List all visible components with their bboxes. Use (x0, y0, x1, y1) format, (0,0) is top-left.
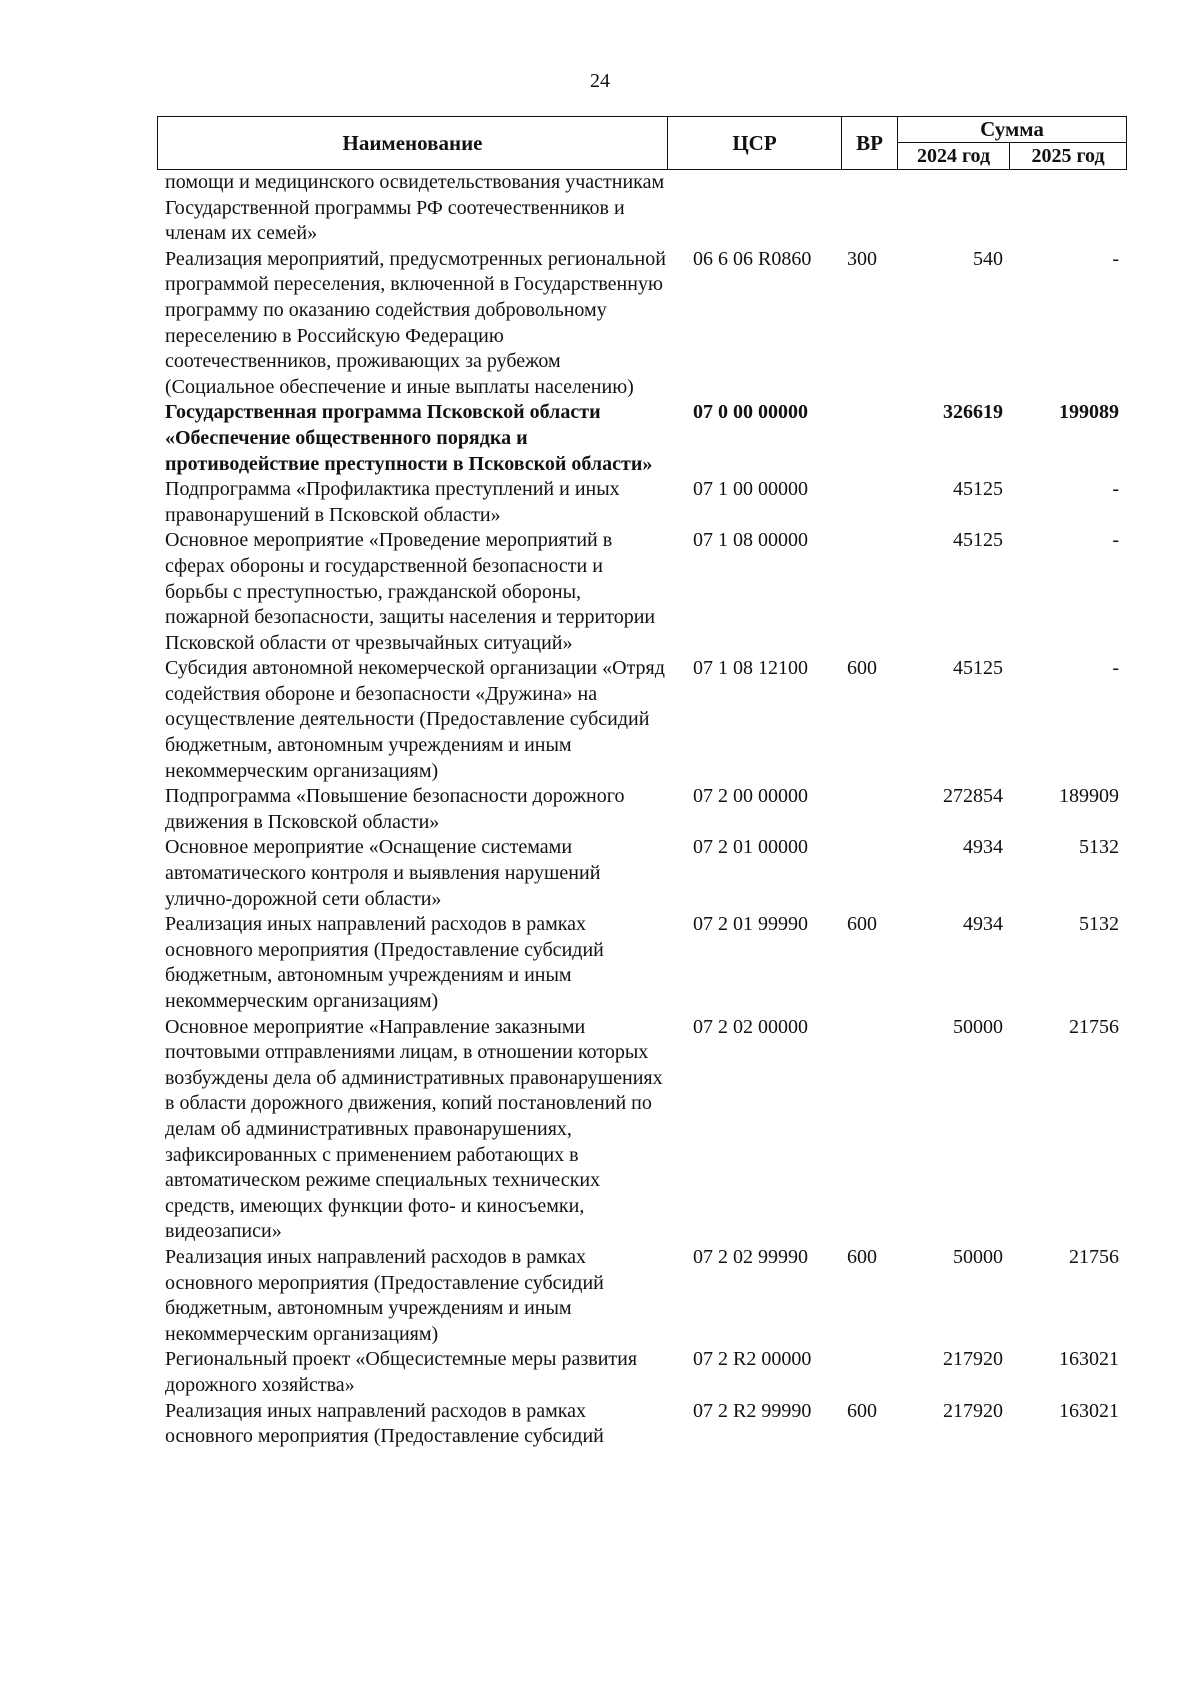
row-name: Основное мероприятие «Оснащение системами автоматического контроля и выявления нарушений улично-дорожной сети области» (165, 836, 601, 910)
row-sum-2025: - (1112, 657, 1119, 680)
row-sum-2024: 4934 (963, 836, 1003, 859)
table-row (157, 656, 1127, 784)
row-sum-2024: 272854 (943, 785, 1003, 808)
row-sum-2024: 326619 (943, 401, 1003, 424)
header-year-2025: 2025 год (1031, 144, 1105, 167)
row-csr: 07 2 R2 00000 (693, 1348, 812, 1371)
row-name: Государственная программа Псковской области «Обеспечение общественного порядка и противодействие преступности в Псковской области» (165, 401, 653, 475)
table-row (157, 247, 1127, 401)
table-row-program (157, 400, 1127, 477)
row-name: Подпрограмма «Повышение безопасности дорожного движения в Псковской области» (165, 785, 625, 833)
row-csr: 07 2 01 00000 (693, 836, 808, 859)
row-sum-2025: 163021 (1059, 1399, 1119, 1422)
row-vr: 600 (847, 657, 877, 680)
row-vr: 300 (847, 247, 877, 270)
row-sum-2024: 4934 (963, 913, 1003, 936)
row-csr: 07 1 08 12100 (693, 657, 808, 680)
row-sum-2025: 163021 (1059, 1348, 1119, 1371)
row-name: Подпрограмма «Профилактика преступлений и иных правонарушений в Псковской области» (165, 478, 620, 526)
table-row (157, 784, 1127, 835)
row-name: Реализация иных направлений расходов в рамках основного мероприятия (Предоставление субсидий (165, 1399, 604, 1448)
row-sum-2025: 21756 (1069, 1015, 1119, 1038)
table-row (157, 1015, 1127, 1245)
table-row (157, 835, 1127, 912)
row-csr: 07 2 R2 99990 (693, 1399, 812, 1422)
row-vr: 600 (847, 1399, 877, 1422)
row-sum-2024: 50000 (953, 1245, 1003, 1268)
row-csr: 07 1 08 00000 (693, 529, 808, 552)
row-csr: 07 2 00 00000 (693, 785, 808, 808)
row-sum-2024: 50000 (953, 1015, 1003, 1038)
row-csr: 07 2 02 00000 (693, 1015, 808, 1038)
row-sum-2024: 540 (973, 247, 1003, 270)
table-header (157, 116, 1127, 170)
row-sum-2025: 5132 (1079, 836, 1119, 859)
table-row (157, 912, 1127, 1014)
row-sum-2025: 199089 (1059, 401, 1119, 424)
table-row (157, 1399, 1127, 1450)
page-number: 24 (590, 70, 610, 92)
table-row (157, 170, 1127, 247)
row-name: Основное мероприятие «Проведение мероприятий в сферах обороны и государственной безопасности и борьбы с преступностью, гражданской обороны, пожарной безопасности, защиты населения и территории Псковской области от чрезвычайных ситуаций» (165, 529, 656, 654)
row-sum-2025: 189909 (1059, 785, 1119, 808)
row-sum-2024: 45125 (953, 657, 1003, 680)
row-vr (841, 1347, 897, 1398)
row-csr: 07 2 01 99990 (693, 913, 808, 936)
row-vr: 600 (847, 1245, 877, 1268)
row-sum-2024: 45125 (953, 478, 1003, 501)
header-year-2024: 2024 год (898, 143, 1010, 169)
budget-table (157, 116, 1127, 1450)
table-row (157, 1347, 1127, 1398)
row-vr (841, 528, 897, 656)
row-sum-2025: - (1112, 247, 1119, 270)
row-vr (841, 1015, 897, 1245)
row-csr: 06 6 06 R0860 (693, 247, 812, 270)
row-sum-2024: 217920 (943, 1399, 1003, 1422)
table-row (157, 1245, 1127, 1347)
row-sum-2025: 5132 (1079, 913, 1119, 936)
row-sum-2024 (897, 170, 1009, 247)
header-csr: ЦСР (668, 117, 842, 169)
row-csr: 07 2 02 99990 (693, 1245, 808, 1268)
table-body (157, 170, 1127, 1450)
row-name: Региональный проект «Общесистемные меры развития дорожного хозяйства» (165, 1348, 638, 1396)
row-name: Реализация иных направлений расходов в рамках основного мероприятия (Предоставление субсидий бюджетным, автономным учреждениям и иным некоммерческим организациям) (165, 913, 604, 1012)
row-name: помощи и медицинского освидетельствования участникам Государственной программы РФ соотечественников и членам их семей» (165, 171, 665, 245)
row-sum-2025 (1009, 170, 1125, 247)
row-csr: 07 1 00 00000 (693, 478, 808, 501)
row-vr: 600 (847, 913, 877, 936)
row-vr (841, 835, 897, 912)
row-vr (841, 400, 897, 477)
row-sum-2025: - (1112, 529, 1119, 552)
row-vr (841, 784, 897, 835)
row-name: Реализация иных направлений расходов в рамках основного мероприятия (Предоставление субсидий бюджетным, автономным учреждениям и иным некоммерческим организациям) (165, 1245, 604, 1345)
row-csr: 07 0 00 00000 (693, 401, 808, 424)
row-sum-2025: - (1112, 478, 1119, 501)
row-sum-2025: 21756 (1069, 1245, 1119, 1268)
row-csr (667, 170, 841, 247)
table-row (157, 528, 1127, 656)
header-vr: ВР (842, 117, 898, 169)
row-name: Основное мероприятие «Направление заказными почтовыми отправлениями лицам, в отношении которых возбуждены дела об административных правонарушениях в области дорожного движения, копий постановлений по делам об административных правонарушениях, зафиксированных с применением работающих в автоматическом режиме специальных технических средств, имеющих функции фото- и киносъемки, видеозаписи» (165, 1015, 663, 1243)
header-sum-group (898, 117, 1126, 169)
table-row (157, 477, 1127, 528)
header-name: Наименование (158, 117, 668, 169)
row-sum-2024: 45125 (953, 529, 1003, 552)
row-vr (841, 477, 897, 528)
row-name: Реализация мероприятий, предусмотренных региональной программой переселения, включенной в Государственную программу по оказанию содействия добровольному переселению в Российскую Федерацию соотечественников, проживающих за рубежом (Социальное обеспечение и иные выплаты населению) (165, 247, 666, 398)
header-sum: Сумма (898, 117, 1126, 143)
row-sum-2024: 217920 (943, 1348, 1003, 1371)
row-name: Субсидия автономной некомерческой организации «Отряд содействия обороне и безопасности «Дружина» на осуществление деятельности (Предоставление субсидий бюджетным, автономным учреждениям и иным некоммерческим организациям) (165, 657, 665, 782)
row-vr (841, 170, 897, 247)
